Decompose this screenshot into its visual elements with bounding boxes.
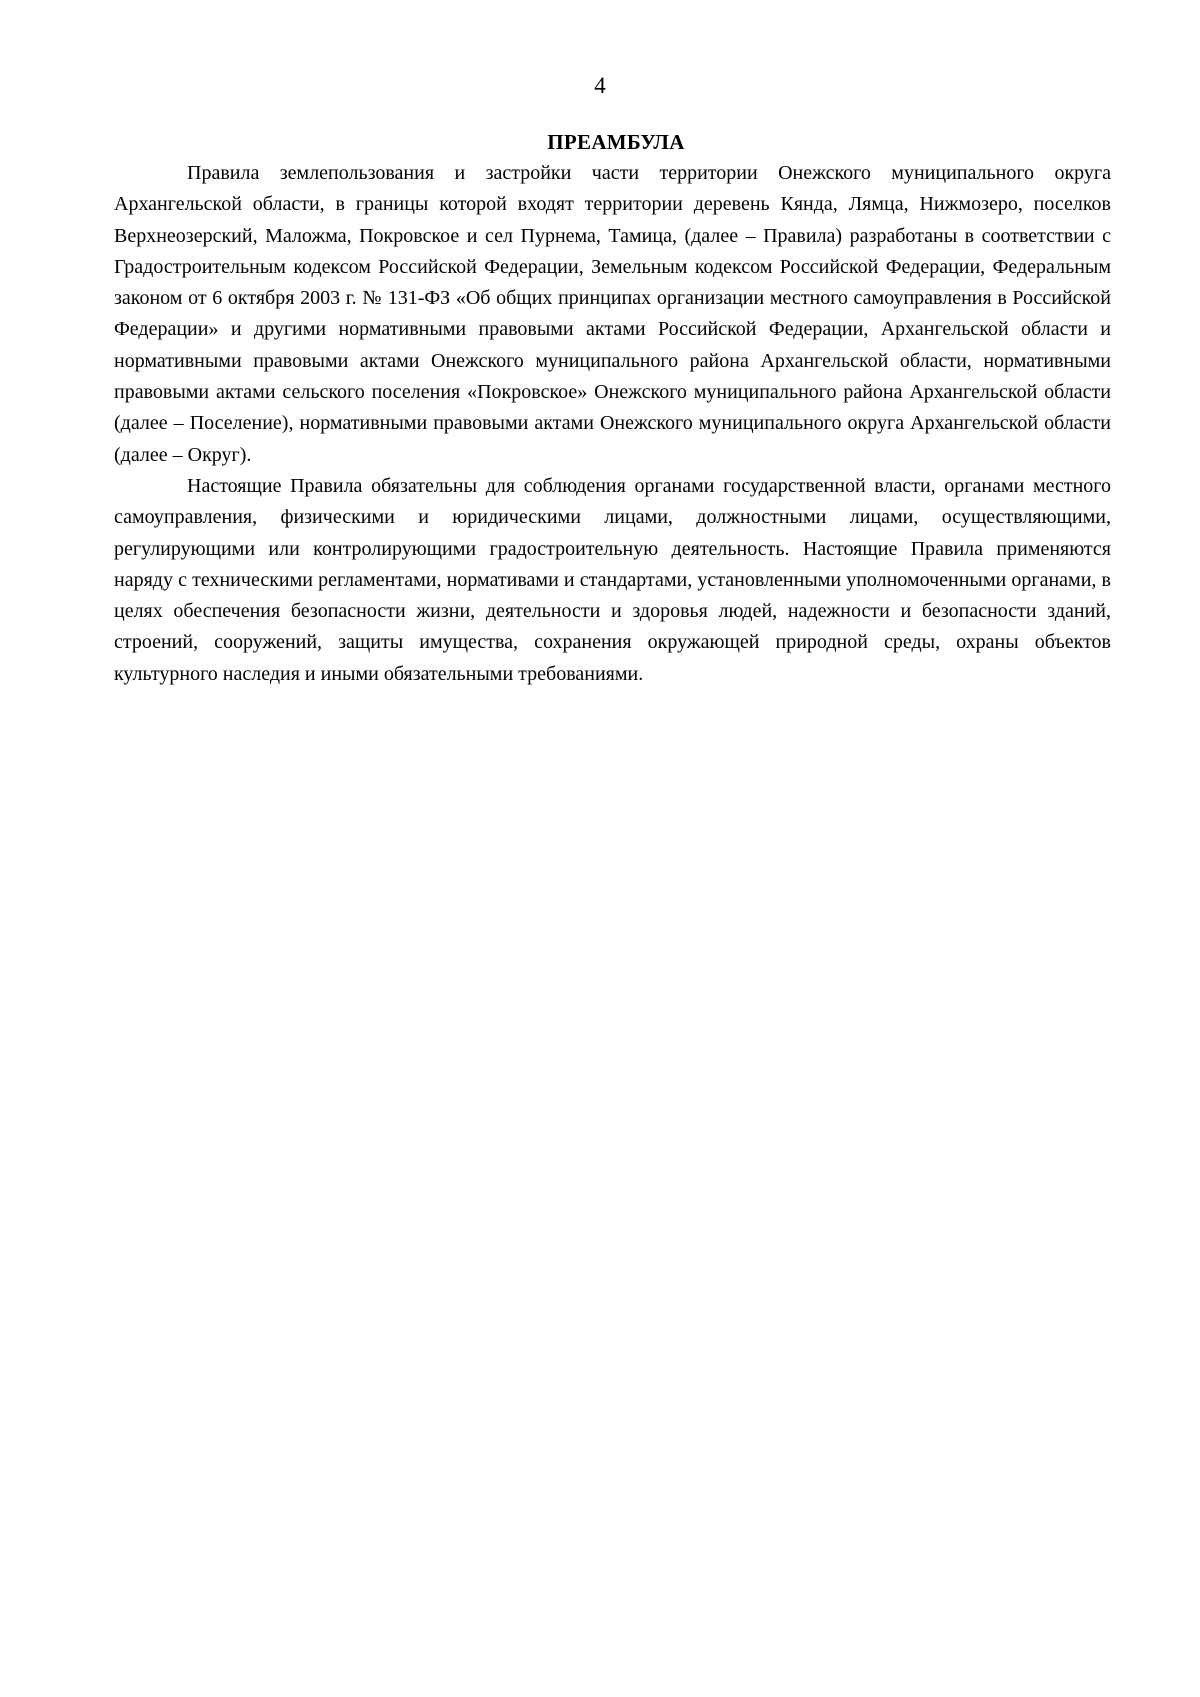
body-text [114,158,1111,690]
paragraph-1: Правила землепользования и застройки части территории Онежского муниципального округа Архангельской области, в границы которой входят территории деревень Кянда, Лямца, Нижмозеро, поселков Верхнеозерский, Маложма, Покровское и сел Пурнема, Тамица, (далее – Правила) разработаны в соответствии с Градостроительным кодексом Российской Федерации, Земельным кодексом Российской Федерации, Федеральным законом от 6 октября 2003 г. № 131-ФЗ «Об общих принципах организации местного самоуправления в Российской Федерации» и другими нормативными правовыми актами Российской Федерации, Архангельской области и нормативными правовыми актами Онежского муниципального района Архангельской области, нормативными правовыми актами сельского поселения «Покровское» Онежского муниципального района Архангельской области (далее – Поселение), нормативными правовыми актами Онежского муниципального округа Архангельской области (далее – Округ). [114,162,1111,466]
paragraph-2: Настоящие Правила обязательны для соблюдения органами государственной власти, органами местного самоуправления, физическими и юридическими лицами, должностными лицами, осуществляющими, регулирующими или контролирующими градостроительную деятельность. Настоящие Правила применяются наряду с техническими регламентами, нормативами и стандартами, установленными уполномоченными органами, в целях обеспечения безопасности жизни, деятельности и здоровья людей, надежности и безопасности зданий, строений, сооружений, защиты имущества, сохранения окружающей природной среды, охраны объектов культурного наследия и иными обязательными требованиями. [114,474,1111,685]
section-heading: ПРЕАМБУЛА [547,130,685,154]
page-number: 4 [594,73,606,98]
